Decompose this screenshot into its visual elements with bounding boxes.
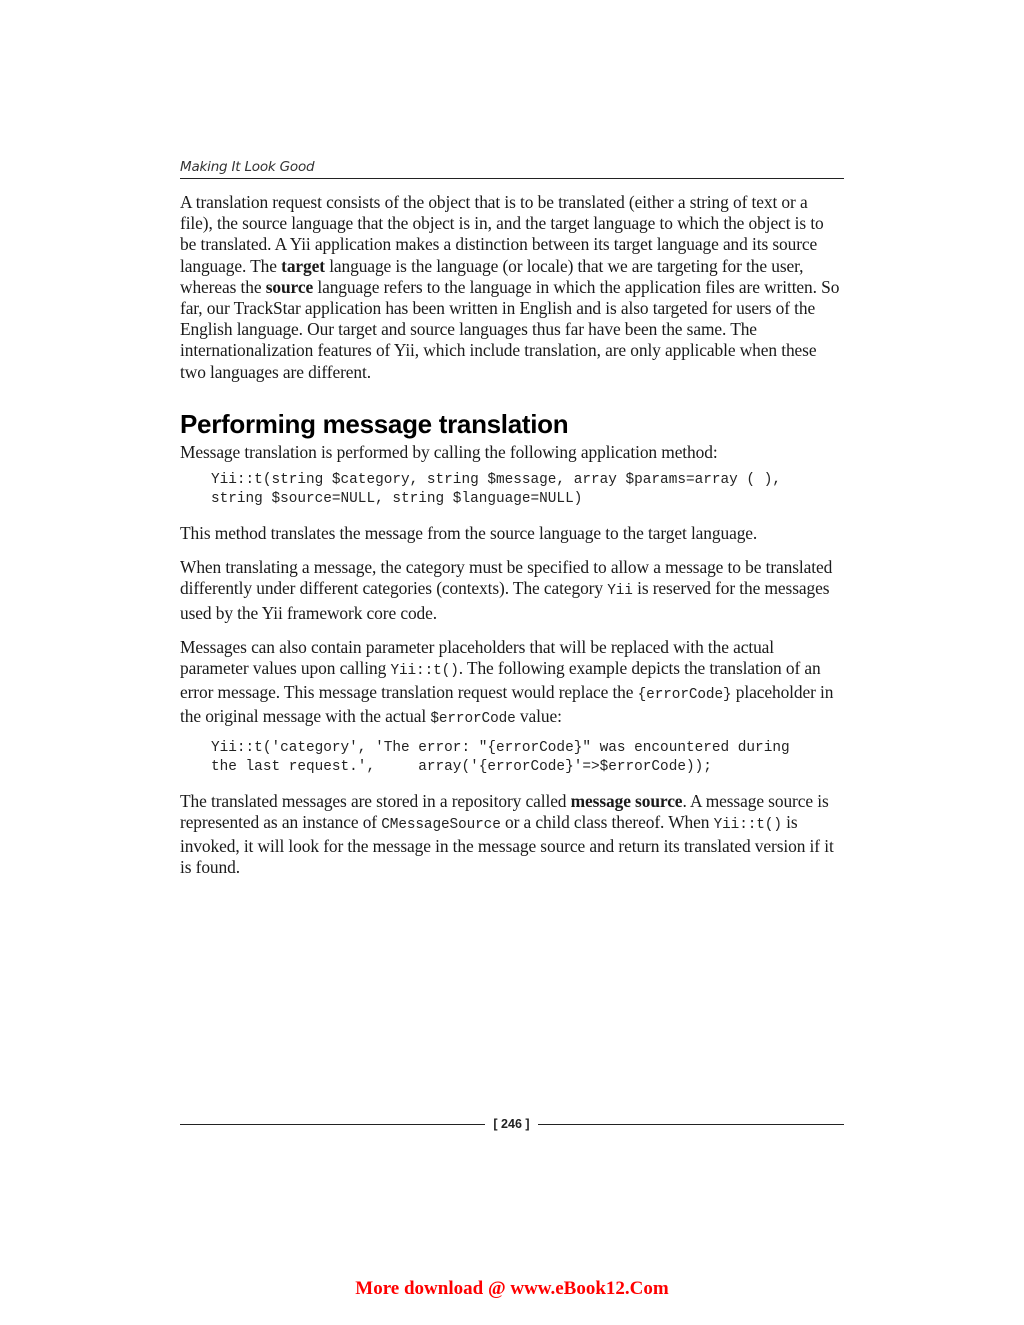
inline-code-yii-t: Yii::t() — [390, 663, 459, 680]
term-message-source: message source — [570, 790, 683, 811]
footer-rule-left — [180, 1124, 485, 1125]
paragraph-text: placeholder in the original message with the actual — [180, 682, 834, 727]
paragraph-text: When translating a message, the category must be specified to allow a message to be translated differently under different categories (contexts). The category — [180, 557, 833, 599]
paragraph-text: A translation request consists of the object that is to be translated (either a string of text or a file), the source language that the object is in, and the target language to which the object is to be translated. A Yii application makes a distinction between its target language and its source language. The — [180, 192, 824, 276]
paragraph-intro-method: Message translation is performed by calling the following application method: — [180, 441, 718, 462]
running-header-title: Making It Look Good — [180, 159, 315, 175]
paragraph-text: value: — [515, 706, 562, 727]
paragraph-translation-request — [180, 192, 844, 383]
paragraph-text: is invoked, it will look for the message in the message source and return its translated version if it is found. — [180, 811, 834, 878]
page-content — [180, 192, 844, 891]
paragraph-text: language refers to the language in which the application files are written. So far, our TrackStar application has been written in English and is also targeted for users of the English language. Our target and source languages thus far have been the same. The internationalization features of Yii, which include translation, are only applicable when these two languages are different. — [180, 276, 840, 382]
inline-code-yii: Yii — [607, 583, 633, 600]
paragraph-text: . The following example depicts the translation of an error message. This message translation request would replace the — [180, 658, 821, 703]
inline-code-cmessagesource: CMessageSource — [381, 816, 501, 833]
paragraph-method-description: This method translates the message from the source language to the target language. — [180, 523, 758, 544]
paragraph-text: is reserved for the messages used by the Yii framework core code. — [180, 578, 830, 623]
section-heading: Performing message translation — [180, 408, 569, 439]
paragraph-text: Messages can also contain parameter placeholders that will be replaced with the actual parameter values upon calling — [180, 636, 775, 679]
inline-code-errorcode-placeholder: {errorCode} — [637, 687, 732, 704]
code-block-example: Yii::t('category', 'The error: "{errorCode}" was encountered during the last request.', array('{errorCode}'=>$errorCode)); — [211, 739, 790, 775]
paragraph-message-source — [180, 791, 844, 879]
running-header — [180, 158, 844, 179]
paragraph-text: language is the language (or locale) that we are targeting for the user, whereas the — [180, 255, 804, 297]
paragraph-placeholders — [180, 637, 844, 731]
page-number: [ 246 ] — [493, 1117, 530, 1131]
paragraph-text: or a child class thereof. When — [500, 811, 714, 832]
paragraph-category — [180, 557, 844, 624]
inline-code-yii-t: Yii::t() — [713, 816, 782, 833]
page-footer — [180, 1115, 844, 1135]
paragraph-text: The translated messages are stored in a repository called — [180, 790, 571, 811]
code-block-method-signature: Yii::t(string $category, string $message, array $params=array ( ), string $source=NULL, string $language=NULL) — [211, 472, 781, 508]
footer-rule-right — [538, 1124, 844, 1125]
inline-code-errorcode-variable: $errorCode — [430, 711, 516, 728]
term-target: target — [281, 255, 325, 276]
paragraph-text: . A message source is represented as an instance of — [180, 790, 829, 832]
download-watermark: More download @ www.eBook12.Com — [355, 1278, 669, 1299]
term-source: source — [265, 276, 314, 297]
